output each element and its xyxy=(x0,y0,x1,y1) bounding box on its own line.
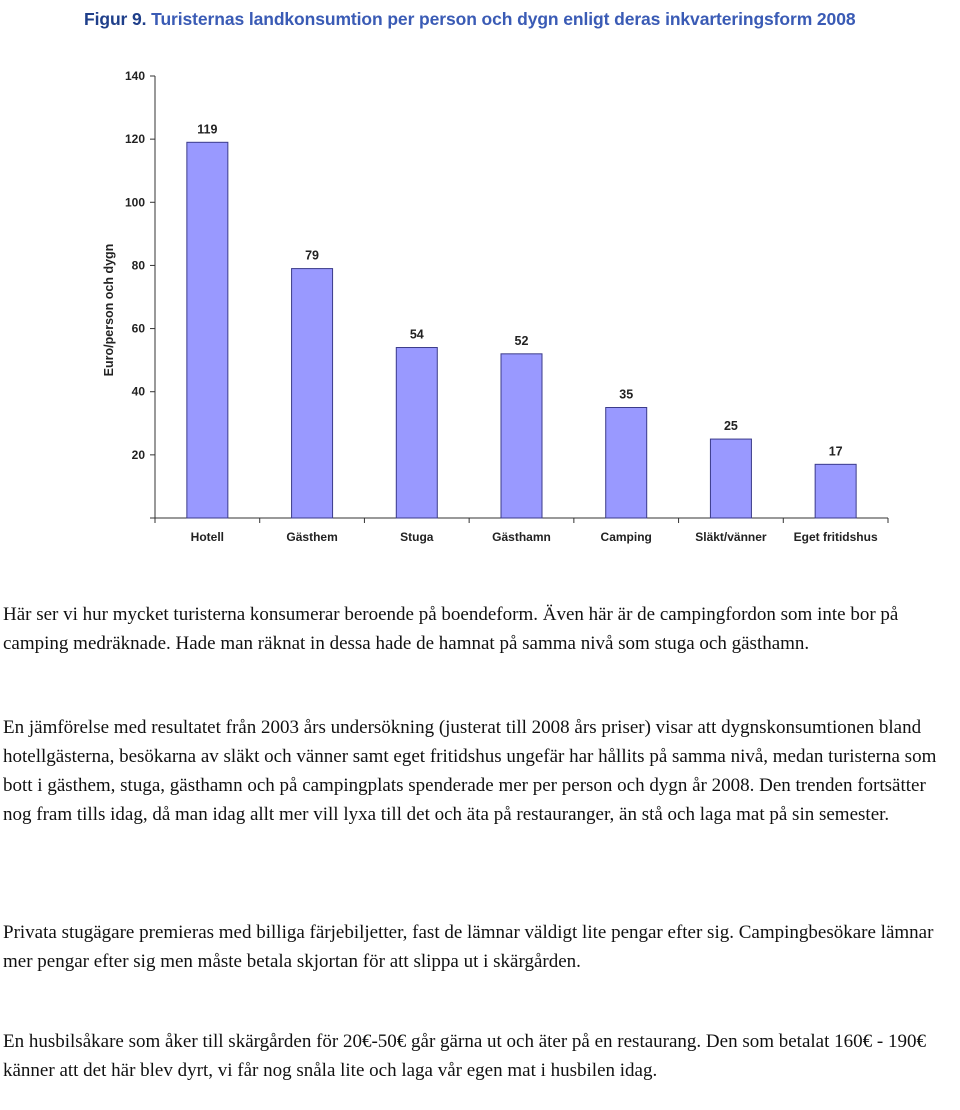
y-axis-label: Euro/person och dygn xyxy=(102,243,116,377)
figure-caption: Turisternas landkonsumtion per person och dygn enligt deras inkvarteringsform 2008 xyxy=(151,9,856,29)
y-tick-label: 100 xyxy=(124,195,145,210)
y-tick-label: 80 xyxy=(131,258,145,273)
paragraph-2: En jämförelse med resultatet från 2003 års undersökning (justerat till 2008 års priser) visar att dygnskonsumtionen bland hotellgästerna, besökarna av släkt och vänner samt eget fritidshus ungefär har hållits på samma nivå, medan turisterna som bott i gästhem, stuga, gästhamn och på campingplats spenderade mer per person och dygn år 2008. Den trenden fortsätter nog fram tills idag, då man idag allt mer vill lyxa till det och äta på restauranger, än stå och laga mat på sin semester. xyxy=(3,717,937,825)
data-label: 54 xyxy=(409,327,424,342)
y-tick-label: 120 xyxy=(124,132,145,147)
data-label: 25 xyxy=(723,419,738,434)
x-category-label: Eget fritidshus xyxy=(793,530,878,544)
bar-hotell xyxy=(187,142,228,518)
y-tick-label: 20 xyxy=(131,447,145,462)
data-label: 79 xyxy=(305,248,320,263)
paragraph-1: Här ser vi hur mycket turisterna konsumerar beroende på boendeform. Även här är de campingfordon som inte bor på camping medräknade. Hade man räknat in dessa hade de hamnat på samma nivå som stuga och gästhamn. xyxy=(3,604,899,654)
paragraph-3: Privata stugägare premieras med billiga färjebiljetter, fast de lämnar väldigt lite pengar efter sig. Campingbesökare lämnar mer pengar efter sig men måste betala skjortan för att slippa ut i skärgården. xyxy=(3,922,934,972)
bar-stuga xyxy=(396,348,437,518)
y-tick-label: 60 xyxy=(131,321,145,336)
y-tick-label: 140 xyxy=(124,69,145,83)
figure-title xyxy=(84,9,855,30)
bar-gästhem xyxy=(292,269,333,518)
x-category-label: Hotell xyxy=(190,530,225,544)
bar-gästhamn xyxy=(501,354,542,518)
x-category-label: Släkt/vänner xyxy=(695,530,767,544)
figure-number: Figur 9. xyxy=(84,9,147,29)
x-category-label: Camping xyxy=(600,530,652,544)
data-label: 119 xyxy=(197,122,218,137)
x-category-label: Stuga xyxy=(400,530,434,544)
data-label: 17 xyxy=(828,444,843,459)
x-category-label: Gästhem xyxy=(286,530,338,544)
data-label: 35 xyxy=(619,387,634,402)
y-tick-label: 40 xyxy=(131,384,145,399)
bar-eget-fritidshus xyxy=(815,464,856,518)
data-label: 52 xyxy=(514,333,529,348)
bar-släkt-vänner xyxy=(710,439,751,518)
x-category-label: Gästhamn xyxy=(492,530,551,544)
bar-chart xyxy=(0,40,960,560)
bar-camping xyxy=(606,408,647,519)
paragraph-4: En husbilsåkare som åker till skärgården för 20€-50€ går gärna ut och äter på en restaurang. Den som betalat 160€ - 190€ känner att det här blev dyrt, vi får nog snåla lite och laga vår egen mat i husbilen idag. xyxy=(3,1031,926,1081)
